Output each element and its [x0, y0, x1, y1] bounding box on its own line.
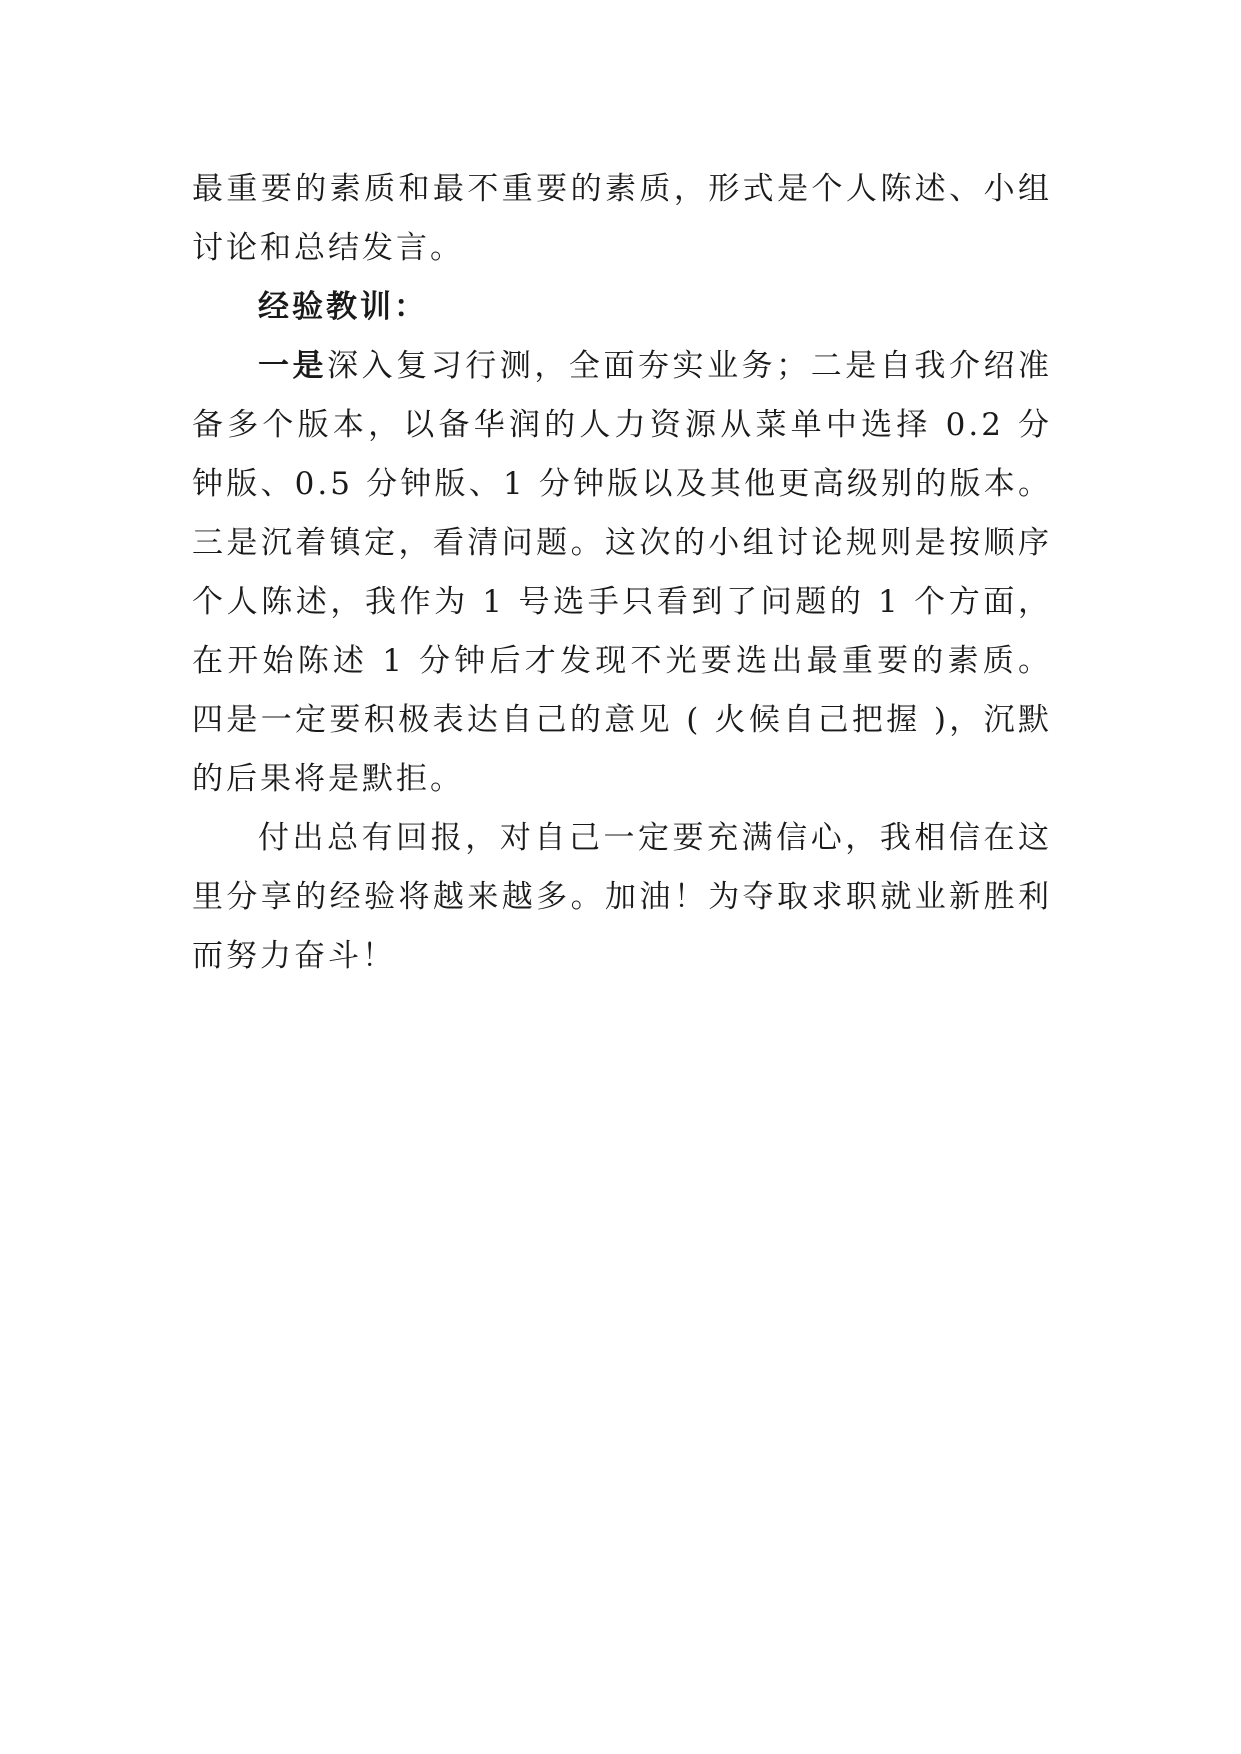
lessons-lead: 一是 — [258, 348, 328, 384]
lessons-heading: 经验教训： — [258, 289, 428, 325]
closing-paragraph: 付出总有回报，对自己一定要充满信心，我相信在这里分享的经验将越来越多。加油！为夺取求职就业新胜利而努力奋斗！ — [192, 820, 1052, 974]
lessons-body: 深入复习行测，全面夯实业务；二是自我介绍准备多个版本，以备华润的人力资源从菜单中选择 0.2 分钟版、0.5 分钟版、1 分钟版以及其他更高级别的版本。 三是沉着镇定，看清问题。这次的小组讨论规则是按顺序个人陈述，我作为 1 号选手只看到了问题的 1 个方面，在开始陈述 1 分钟后才发现不光要选出最重要的素质。四是一定要积极表达自己的意见 ( 火候自己把握 )，沉默的后果将是默拒。 — [192, 348, 1053, 797]
document-body — [192, 160, 1052, 986]
continued-paragraph: 最重要的素质和最不重要的素质，形式是个人陈述、小组讨论和总结发言。 — [192, 171, 1052, 266]
lessons-paragraph — [192, 337, 1052, 809]
